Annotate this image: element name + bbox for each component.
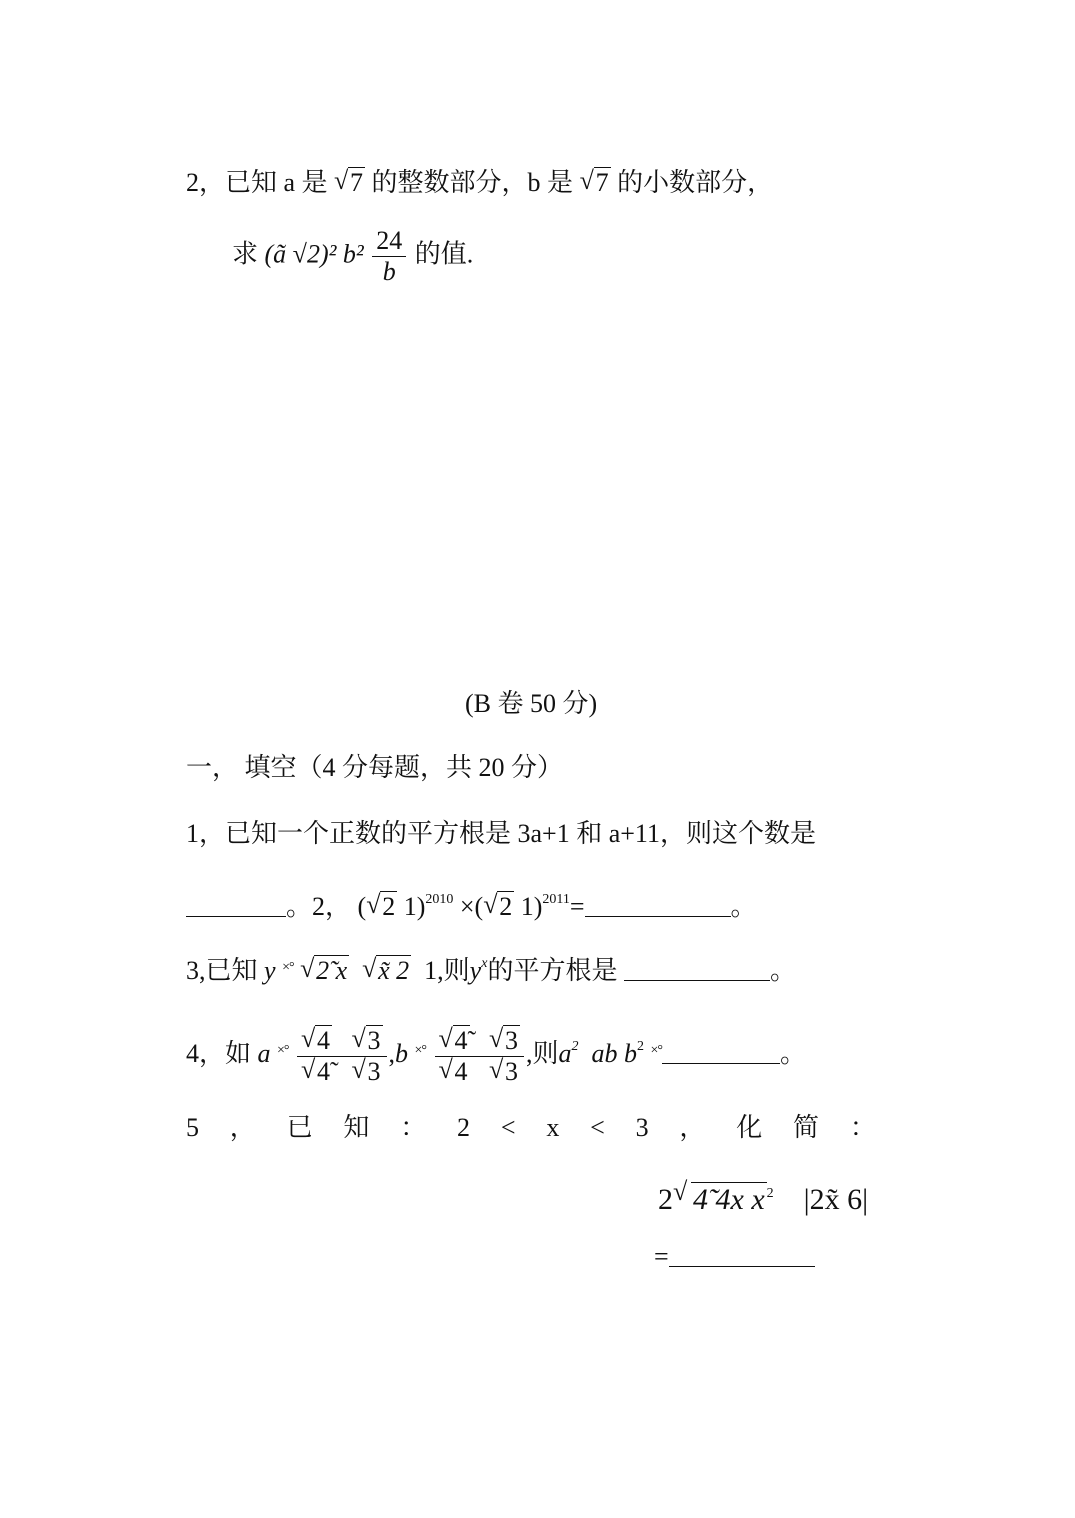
equals-sign: =	[654, 1242, 669, 1271]
fraction-denominator: b	[382, 257, 396, 286]
fraction	[372, 226, 406, 287]
radicand: 3	[367, 1056, 381, 1086]
equals-glyph-icon: ×°	[650, 1043, 663, 1058]
question-4-tail: ,则	[526, 1039, 559, 1068]
radicand: 3	[505, 1056, 519, 1086]
sqrt-symbol	[301, 1026, 332, 1056]
q5-char: x	[546, 1113, 560, 1142]
radicand: 2	[382, 892, 396, 921]
radicand: 7	[350, 168, 364, 197]
question-5-line	[186, 1112, 876, 1144]
coefficient: 2	[658, 1183, 673, 1216]
q5-char: 2	[457, 1113, 471, 1142]
problem-2-prefix: 求	[232, 239, 259, 269]
radicand: 3	[367, 1025, 381, 1055]
period: 。	[780, 1039, 807, 1068]
radicand: 2̃ x	[316, 956, 348, 985]
variable-y-power: $y^x$	[469, 956, 488, 985]
sqrt-symbol	[352, 1026, 383, 1056]
fraction-2	[435, 1026, 525, 1087]
question-3-line	[186, 948, 796, 987]
problem-2-text-b: 的整数部分，b 是	[371, 168, 574, 197]
sqrt-symbol	[301, 1057, 332, 1087]
exponent: 2010	[425, 892, 454, 907]
problem-2-expression: (ã √2)² b²	[264, 239, 364, 269]
radicand: 4̃ 4x x	[693, 1183, 765, 1216]
variable-y: y	[264, 956, 276, 985]
problem-2-text-c: 的小数部分，	[617, 168, 774, 197]
variable-a: a	[257, 1039, 271, 1068]
answer-blank[interactable]	[186, 890, 286, 917]
sqrt-symbol	[483, 891, 514, 923]
radicand: 4̃	[317, 1056, 331, 1086]
problem-2-suffix: 的值.	[414, 239, 474, 269]
paren: (	[357, 892, 367, 921]
exponent: 2	[766, 1186, 774, 1201]
fraction-numerator	[297, 1026, 387, 1057]
equals-glyph-icon: ×°	[282, 960, 294, 975]
answer-blank[interactable]	[662, 1037, 780, 1064]
answer-blank[interactable]	[624, 954, 770, 981]
q5-char: ：	[849, 1113, 876, 1142]
sqrt-symbol	[362, 955, 411, 987]
question-2-label: 。2，	[286, 892, 352, 921]
radicand: 7	[595, 168, 609, 197]
sqrt-symbol	[366, 891, 397, 923]
radicand: 4̃	[454, 1025, 468, 1055]
radicand: 4	[317, 1025, 331, 1055]
section-title: (B 卷 50 分)	[465, 689, 598, 718]
radicand: 4	[454, 1056, 468, 1086]
radicand: 2	[499, 892, 513, 921]
q5-char: 已	[286, 1113, 313, 1142]
period: 。	[769, 956, 796, 985]
q5-char: <	[590, 1113, 605, 1142]
question-4-line	[186, 1012, 806, 1089]
problem-2-line-2	[232, 226, 473, 287]
question-1-text: 1，已知一个正数的平方根是 3a+1 和 a+11，则这个数是	[186, 819, 816, 848]
q5-char: 简	[793, 1113, 820, 1142]
q5-char: ，	[679, 1113, 706, 1142]
question-5-answer	[654, 1240, 815, 1273]
a-squared: $a^2$	[558, 1039, 579, 1068]
question-3-prefix: 3,已知	[186, 956, 258, 985]
sqrt-symbol	[580, 167, 611, 199]
exponent: 2011	[542, 892, 570, 907]
sqrt-symbol	[352, 1057, 383, 1087]
equals-sign: =	[569, 892, 585, 921]
question-5-expression	[658, 1176, 868, 1218]
question-4-prefix: 4，如	[186, 1039, 252, 1068]
fraction-1	[297, 1026, 387, 1087]
q5-char: 3	[635, 1113, 649, 1142]
question-3-tail: 1,则	[424, 956, 470, 985]
question-1-2-line	[186, 884, 757, 923]
equals-glyph-icon: ×°	[414, 1043, 427, 1058]
q5-char: ：	[400, 1113, 427, 1142]
comma: ,	[388, 1039, 396, 1068]
q5-char: 知	[343, 1113, 370, 1142]
fraction-numerator	[435, 1026, 525, 1057]
answer-blank[interactable]	[669, 1240, 815, 1267]
exponent: 2	[637, 1039, 645, 1054]
question-3-tail-2: 的平方根是	[487, 956, 618, 985]
radicand: 3	[505, 1025, 519, 1055]
times-sign: ×(	[459, 892, 484, 921]
fraction-denominator	[435, 1057, 525, 1087]
equals-glyph-icon: ×°	[277, 1043, 289, 1058]
section-heading: 一， 填空（4 分每题，共 20 分）	[186, 753, 564, 782]
absolute-value: |2x̃ 6|	[803, 1183, 869, 1216]
problem-2-text-a: 2，已知 a 是	[186, 168, 328, 197]
sqrt-symbol	[489, 1026, 520, 1056]
variable-b: b	[395, 1039, 409, 1068]
question-4-expression: ab b	[591, 1039, 638, 1068]
q5-char: 化	[736, 1113, 763, 1142]
period: 。	[730, 892, 757, 921]
expr-part: 1)	[514, 892, 543, 921]
fraction-numerator: 24	[372, 226, 406, 257]
fraction-denominator	[297, 1057, 387, 1087]
radicand: x̃ 2	[378, 956, 410, 985]
sqrt-symbol	[439, 1057, 470, 1087]
problem-2-line-1	[186, 167, 773, 199]
sqrt-symbol	[489, 1057, 520, 1087]
sqrt-symbol	[439, 1026, 470, 1056]
q5-char: ，	[229, 1113, 256, 1142]
q5-char: 5	[186, 1113, 199, 1142]
sqrt-symbol	[300, 955, 349, 987]
sqrt-symbol	[673, 1176, 774, 1218]
expr-part: 1)	[397, 892, 426, 921]
sqrt-symbol	[334, 167, 365, 199]
q5-char: <	[500, 1113, 516, 1142]
answer-blank[interactable]	[585, 890, 731, 917]
